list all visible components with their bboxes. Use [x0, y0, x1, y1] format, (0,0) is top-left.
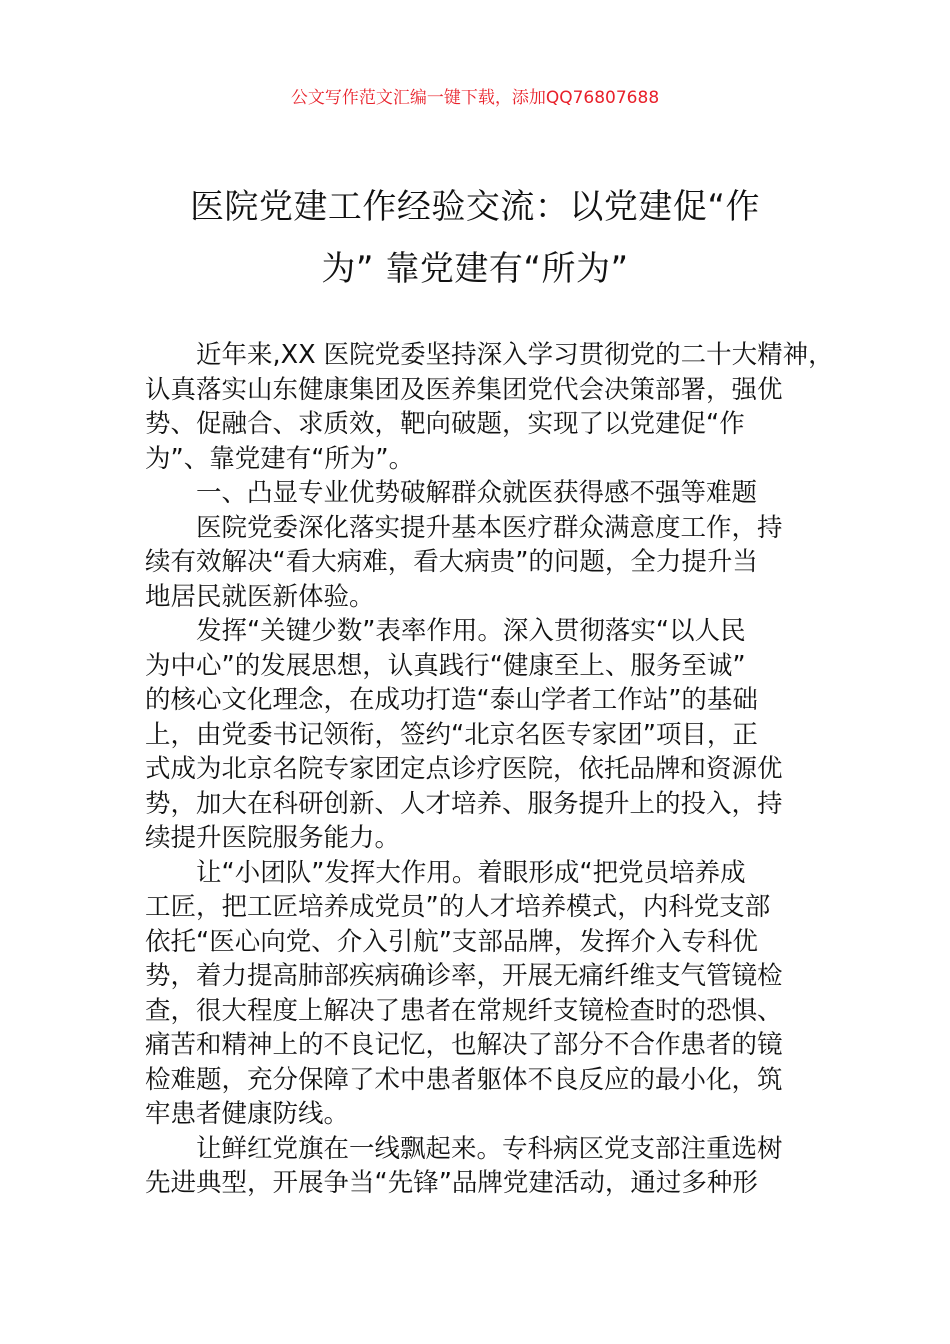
key-minority-paragraph	[145, 614, 810, 856]
text-line: 医院党委深化落实提升基本医疗群众满意度工作，持	[196, 512, 783, 543]
title-line: 医院党建工作经验交流：以党建促“作	[189, 187, 761, 227]
text-line: 续提升医院服务能力。	[145, 823, 401, 853]
section-paragraph	[145, 511, 810, 615]
text-line: 让“小团队”发挥大作用。着眼形成“把党员培养成	[196, 857, 746, 888]
promo-banner: 公文写作范文汇编一键下载，添加QQ76807688	[290, 88, 660, 108]
text-line: 上，由党委书记领衔，签约“北京名医专家团”项目，正	[145, 719, 758, 750]
title-line: 为” 靠党建有“所为”	[321, 249, 629, 289]
text-line: 发挥“关键少数”表率作用。深入贯彻落实“以人民	[196, 616, 746, 646]
heading-line: 一、凸显专业优势破解群众就医获得感不强等难题	[196, 478, 758, 508]
text-line: 近年来,XX 医院党委坚持深入学习贯彻党的二十大精神，	[196, 340, 834, 370]
text-line: 势，加大在科研创新、人才培养、服务提升上的投入，持	[145, 788, 783, 819]
document-title	[150, 176, 800, 300]
text-line: 依托“医心向党、介入引航”支部品牌，发挥介入专科优	[145, 926, 758, 957]
text-line: 工匠，把工匠培养成党员”的人才培养模式，内科党支部	[145, 892, 771, 922]
small-team-paragraph	[145, 856, 810, 1132]
text-line: 牢患者健康防线。	[145, 1099, 350, 1129]
text-line: 为中心”的发展思想，认真践行“健康至上、服务至诚”	[145, 650, 746, 681]
text-line: 检难题，充分保障了术中患者躯体不良反应的最小化，筑	[145, 1064, 783, 1095]
text-line: 势，着力提高肺部疾病确诊率，开展无痛纤维支气管镜检	[145, 961, 783, 991]
text-line: 查，很大程度上解决了患者在常规纤支镜检查时的恐惧、	[145, 995, 783, 1026]
text-line: 式成为北京名院专家团定点诊疗医院，依托品牌和资源优	[145, 754, 783, 784]
text-line: 的核心文化理念，在成功打造“泰山学者工作站”的基础	[145, 685, 758, 715]
section-heading	[145, 476, 810, 511]
intro-paragraph	[145, 338, 834, 476]
party-flag-paragraph	[145, 1132, 810, 1201]
text-line: 势、促融合、求质效，靶向破题，实现了以党建促“作	[145, 409, 745, 439]
text-line: 为”、靠党建有“所为”。	[145, 443, 415, 474]
text-line: 痛苦和精神上的不良记忆，也解决了部分不合作患者的镜	[145, 1030, 783, 1060]
text-line: 续有效解决“看大病难，看大病贵”的问题，全力提升当	[145, 547, 758, 577]
document-body	[145, 338, 834, 1201]
text-line: 认真落实山东健康集团及医养集团党代会决策部署，强优	[145, 374, 783, 405]
text-line: 让鲜红党旗在一线飘起来。专科病区党支部注重选树	[196, 1133, 783, 1164]
text-line: 先进典型，开展争当“先锋”品牌党建活动，通过多种形	[145, 1168, 758, 1198]
text-line: 地居民就医新体验。	[145, 581, 375, 612]
